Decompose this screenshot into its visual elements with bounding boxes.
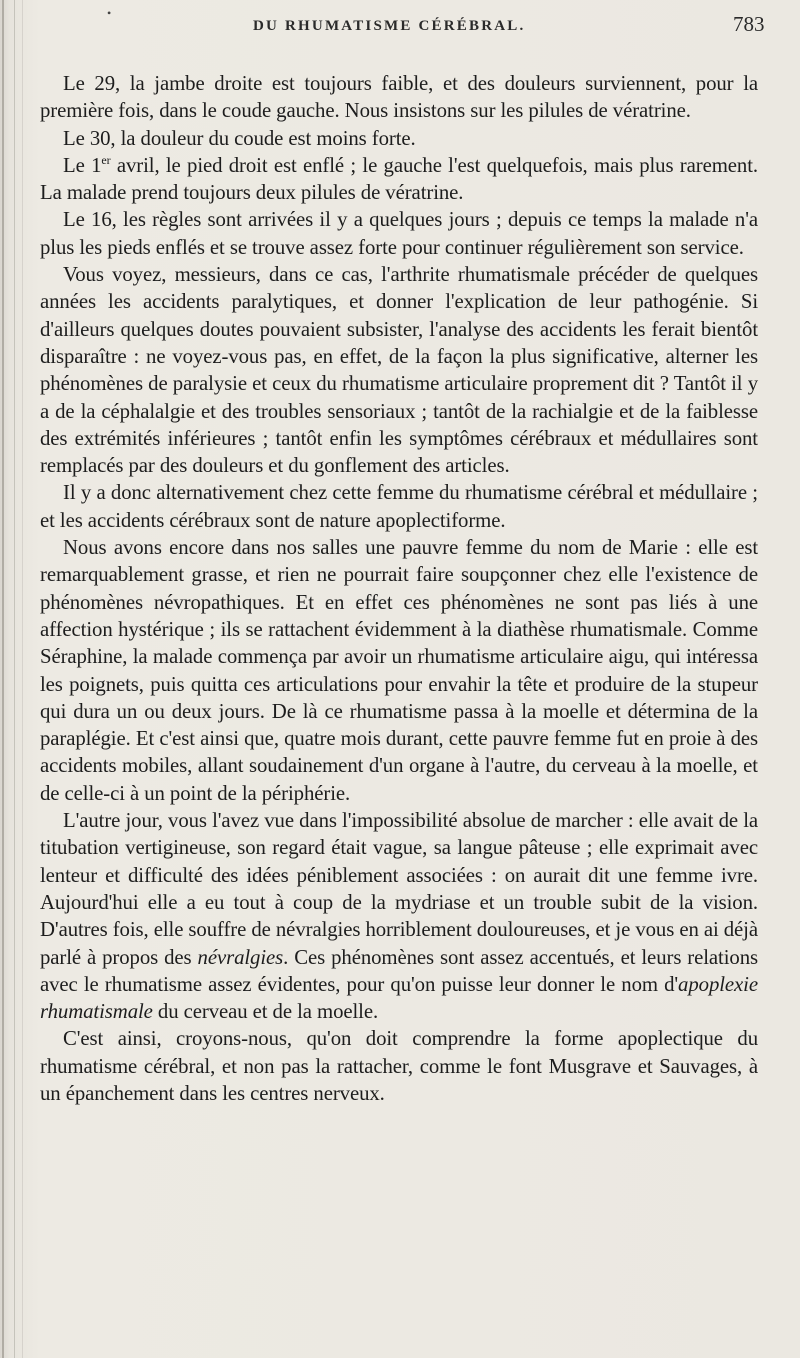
paragraph-text: Il y a donc alternativement chez cette femme du rhumatisme cérébral et médullaire ; et les accidents cérébraux sont de nature apoplectiforme. xyxy=(40,481,758,532)
paragraph xyxy=(40,1025,758,1107)
superscript: er xyxy=(101,152,111,167)
paragraph-text: Le 1 xyxy=(63,153,102,177)
body-text xyxy=(40,70,758,1107)
binding-gutter-line xyxy=(14,0,15,1358)
paragraph-text: du cerveau et de la moelle. xyxy=(152,1000,379,1024)
binding-gutter-line xyxy=(22,0,23,1358)
paragraph-text: Le 29, la jambe droite est toujours faible, et des douleurs surviennent, pour la première fois, dans le coude gauche. Nous insistons sur les pilules de vératrine. xyxy=(40,72,758,123)
running-head xyxy=(0,6,800,38)
paragraph xyxy=(40,534,758,807)
running-head-title: DU RHUMATISME CÉRÉBRAL. xyxy=(253,18,526,34)
paragraph-text: C'est ainsi, croyons-nous, qu'on doit comprendre la forme apoplectique du rhumatisme cérébral, et non pas la rattacher, comme le font Musgrave et Sauvages, à un épanchement dans les centres nerveux. xyxy=(40,1027,758,1105)
italic-term: apoplexie rhumatismale xyxy=(40,972,758,1024)
paragraph xyxy=(40,125,758,152)
binding-gutter-line xyxy=(2,0,4,1358)
paragraph-text: L'autre jour, vous l'avez vue dans l'impossibilité absolue de marcher : elle avait de la titubation vertigineuse, son regard était vague, sa langue pâteuse ; elle exprimait avec lenteur et difficulté des idées péniblement associées : on aurait dit une femme ivre. Aujourd'hui elle a eu tout à coup de la mydriase et un trouble subit de la vision. D'autres fois, elle souffre de névralgies horriblement douloureuses, et je vous en ai déjà parlé à propos des xyxy=(40,809,758,969)
paragraph xyxy=(40,807,758,1025)
paragraph xyxy=(40,479,758,534)
paragraph-text: Le 30, la douleur du coude est moins forte. xyxy=(63,126,416,150)
paragraph-text: Nous avons encore dans nos salles une pauvre femme du nom de Marie : elle est remarquablement grasse, et rien ne pourrait faire soupçonner chez elle l'existence de phénomènes névropathiques. Et en effet ces phénomènes ne sont pas liés à une affection hystérique ; ils se rattachent évidemment à la diathèse rhumatismale. Comme Séraphine, la malade commença par avoir un rhumatisme articulaire aigu, qui intéressa les poignets, puis quitta ces articulations pour envahir la tête et produire de la stupeur qui dura un ou deux jours. De là ce rhumatisme passa à la moelle et détermina de la paraplégie. Et c'est ainsi que, quatre mois durant, cette pauvre femme fut en proie à des accidents mobiles, allant soudainement d'un organe à l'autre, du cerveau à la moelle, et de celle-ci à un point de la périphérie. xyxy=(40,536,758,805)
italic-term: névralgies xyxy=(197,945,284,969)
paragraph xyxy=(40,70,758,125)
paragraph-text: Le 16, les règles sont arrivées il y a quelques jours ; depuis ce temps la malade n'a plus les pieds enflés et se trouve assez forte pour continuer régulièrement son service. xyxy=(40,208,758,259)
page-number: 783 xyxy=(733,12,765,36)
paragraph xyxy=(40,152,758,207)
paragraph-text: avril, le pied droit est enflé ; le gauche l'est quelquefois, mais plus rarement. La malade prend toujours deux pilules de vératrine. xyxy=(40,153,758,205)
paragraph-text: Vous voyez, messieurs, dans ce cas, l'arthrite rhumatismale précéder de quelques années les accidents paralytiques, et donner l'explication de leur pathogénie. Si d'ailleurs quelques doutes pouvaient subsister, l'analyse des accidents les ferait bientôt disparaître : ne voyez-vous pas, en effet, de la façon la plus significative, alterner les phénomènes de paralysie et ceux du rhumatisme articulaire proprement dit ? Tantôt il y a de la céphalalgie et des troubles sensoriaux ; tantôt de la rachialgie et de la faiblesse des extrémités inférieures ; tantôt enfin les symptômes cérébraux et médullaires sont remplacés par des douleurs et du gonflement des articles. xyxy=(40,263,758,478)
paragraph xyxy=(40,261,758,479)
paragraph-text: . Ces phénomènes sont assez accentués, et leurs relations avec le rhumatisme assez évidentes, pour qu'on puisse leur donner le nom d' xyxy=(40,945,758,996)
margin-mark: • xyxy=(107,6,112,20)
paragraph xyxy=(40,206,758,261)
